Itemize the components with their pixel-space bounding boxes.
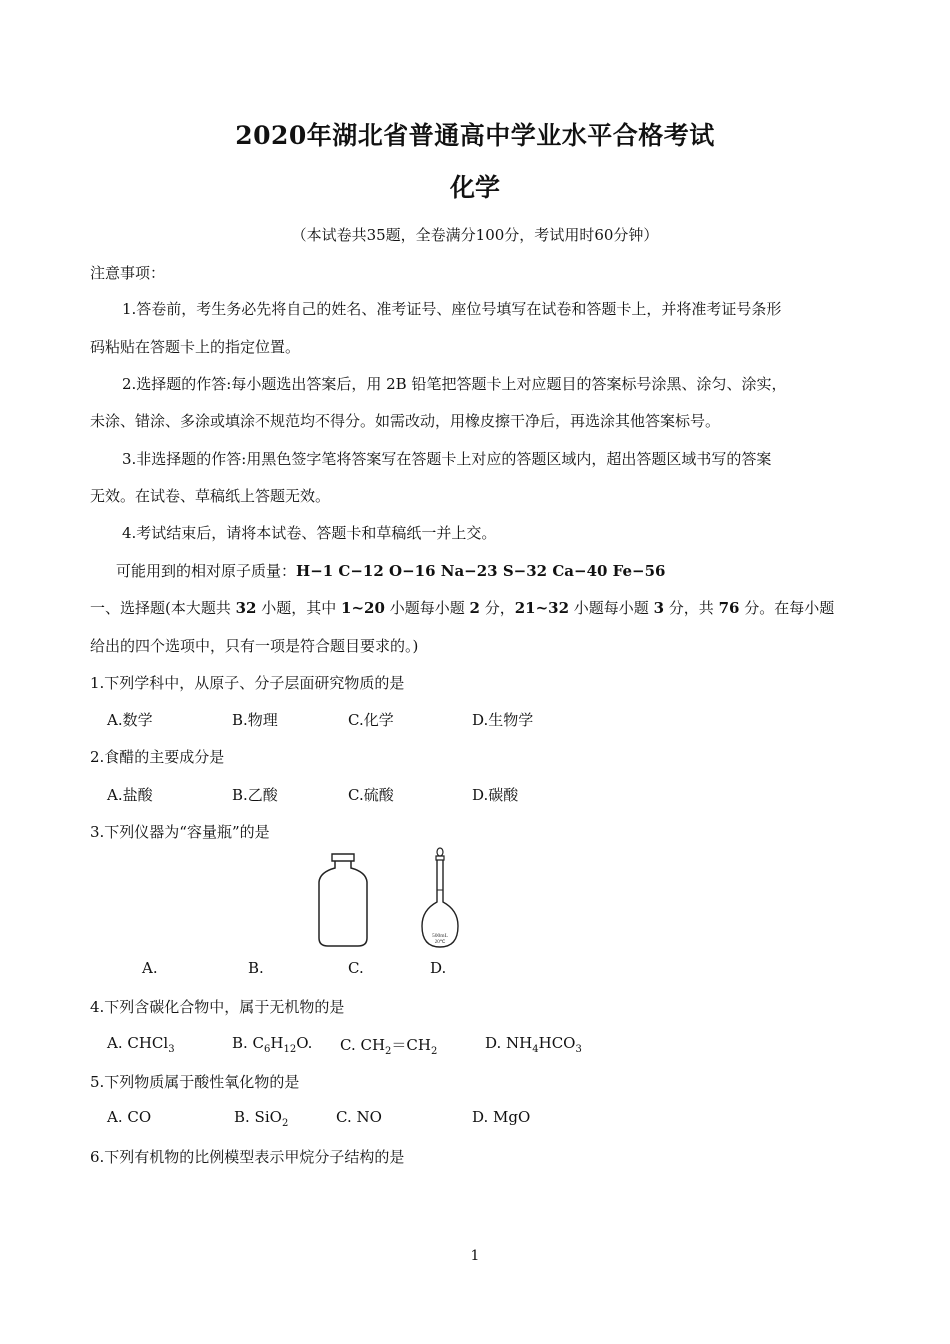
- q3-option-a: A.: [142, 959, 158, 977]
- note-1-line-1: 1.答卷前，考生务必先将自己的姓名、准考证号、座位号填写在试卷和答题卡上，并将准考证号条形: [122, 300, 782, 318]
- note-3-line-1: 3.非选择题的作答:用黑色签字笔将答案写在答题卡上对应的答题区域内，超出答题区域书写的答案: [122, 450, 772, 468]
- q2-stem: 2.食醋的主要成分是: [90, 748, 225, 766]
- q2-option-b: B.乙酸: [232, 786, 278, 804]
- section1-instruction-line2: 给出的四个选项中，只有一项是符合题目要求的。): [90, 637, 419, 655]
- q1-option-b: B.物理: [232, 711, 278, 729]
- q5-option-b: B. SiO$_2$: [234, 1108, 289, 1129]
- s1-range-1: 1~20: [341, 599, 385, 617]
- q4-option-a: A. CHCl$_3$: [107, 1034, 175, 1055]
- q3-option-c: C.: [348, 959, 364, 977]
- atomic-mass-line: [116, 560, 665, 581]
- s1-text-e: 小题每小题: [384, 599, 470, 617]
- s1-text-k: 分，共: [664, 599, 719, 617]
- note-2-line-1: 2.选择题的作答:每小题选出答案后，用 2B 铅笔把答题卡上对应题目的答案标号涂黑、涂匀、涂实，: [122, 375, 787, 393]
- subject-title: 化学: [449, 173, 500, 202]
- atomic-mass-values: H−1 C−12 O−16 Na−23 S−32 Ca−40 Fe−56: [296, 562, 666, 580]
- q5-option-d: D. MgO: [472, 1108, 531, 1126]
- s1-points-total: 76: [718, 599, 740, 617]
- note-4: 4.考试结束后，请将本试卷、答题卡和草稿纸一并上交。: [122, 524, 497, 542]
- s1-text-a: 一、选择题(本大题共: [90, 599, 236, 617]
- q5-option-a: A. CO: [107, 1108, 152, 1126]
- s1-points-1: 2: [469, 599, 480, 617]
- s1-count-total: 32: [235, 599, 257, 617]
- s1-text-g: 分，: [479, 599, 515, 617]
- q1-stem: 1.下列学科中，从原子、分子层面研究物质的是: [90, 674, 405, 692]
- q4-option-d: D. $NH_4HCO_3$: [485, 1034, 582, 1055]
- flask-volume-label: 500mL: [432, 933, 448, 939]
- volumetric-flask-icon: [418, 846, 462, 952]
- reagent-bottle-icon: [312, 852, 374, 950]
- q2-option-a: A.盐酸: [107, 786, 153, 804]
- note-2-line-2: 未涂、错涂、多涂或填涂不规范均不得分。如需改动，用橡皮擦干净后，再选涂其他答案标号。: [90, 412, 721, 430]
- note-3-line-2: 无效。在试卷、草稿纸上答题无效。: [90, 487, 331, 505]
- q1-option-c: C.化学: [348, 711, 394, 729]
- s1-text-c: 小题，其中: [256, 599, 342, 617]
- s1-text-m: 分。在每小题: [739, 599, 835, 617]
- section1-instruction-line1: [90, 597, 834, 618]
- q2-option-c: C.硫酸: [348, 786, 394, 804]
- q6-stem: 6.下列有机物的比例模型表示甲烷分子结构的是: [90, 1148, 405, 1166]
- q5-option-c: C. NO: [336, 1108, 382, 1126]
- exam-info: （本试卷共35题，全卷满分100分，考试用时60分钟）: [291, 226, 659, 244]
- s1-range-2: 21~32: [514, 599, 570, 617]
- flask-temp-label: 20℃: [434, 940, 446, 945]
- q4-stem: 4.下列含碳化合物中，属于无机物的是: [90, 998, 345, 1016]
- page-number: 1: [470, 1248, 480, 1264]
- note-1-line-2: 码粘贴在答题卡上的指定位置。: [90, 338, 301, 356]
- q1-option-a: A.数学: [107, 711, 153, 729]
- q2-option-d: D.碳酸: [472, 786, 519, 804]
- q4-option-c: C. $CH_2=CH_2$: [340, 1036, 438, 1057]
- atomic-mass-label: 可能用到的相对原子质量：: [116, 562, 297, 580]
- q1-option-d: D.生物学: [472, 711, 534, 729]
- q4-option-b: B. $C_6H_{12}O$.: [232, 1034, 313, 1055]
- q5-stem: 5.下列物质属于酸性氧化物的是: [90, 1073, 300, 1091]
- q3-stem: 3.下列仪器为“容量瓶”的是: [90, 823, 270, 841]
- s1-text-i: 小题每小题: [569, 599, 654, 617]
- q3-option-b: B.: [248, 959, 264, 977]
- notes-heading: 注意事项：: [90, 264, 166, 282]
- q3-option-d: D.: [430, 959, 447, 977]
- exam-title: 2020年湖北省普通高中学业水平合格考试: [235, 121, 715, 150]
- s1-points-2: 3: [653, 599, 665, 617]
